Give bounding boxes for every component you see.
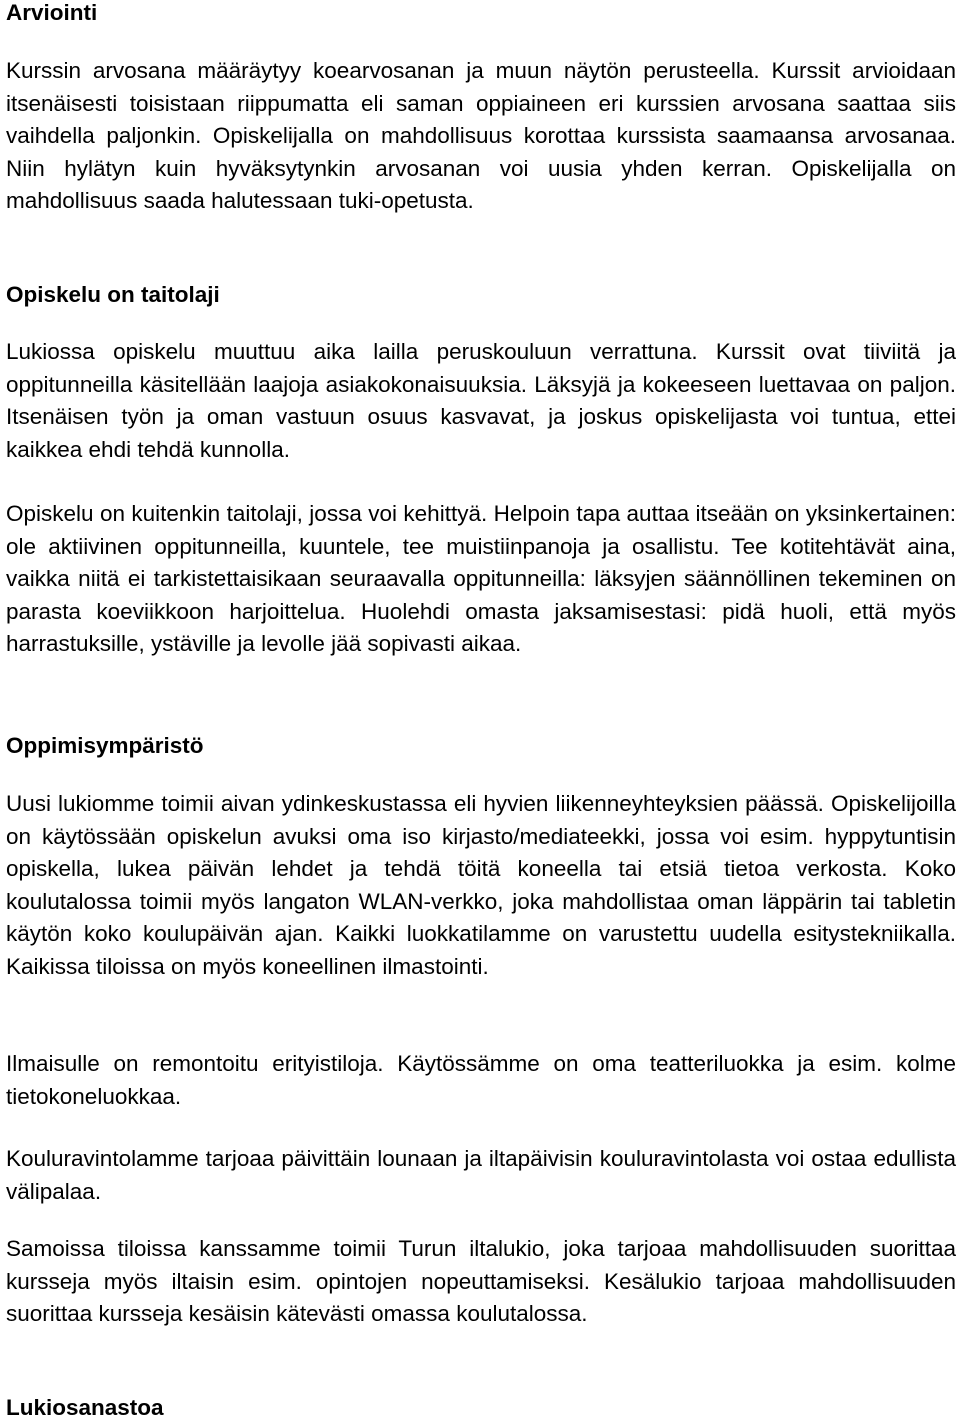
paragraph-oppimisymparisto-4: Samoissa tiloissa kanssamme toimii Turun iltalukio, joka tarjoaa mahdollisuuden suorittaa kursseja myös iltaisin esim. opintojen nopeuttamiseksi. Kesälukio tarjoaa mahdollisuuden suorittaa kursseja kesäisin kätevästi omassa koulutalossa.	[6, 1236, 956, 1326]
paragraph-taitolaji-2: Opiskelu on kuitenkin taitolaji, jossa voi kehittyä. Helpoin tapa auttaa itseään on yksinkertainen: ole aktiivinen oppitunneilla, kuuntele, tee muistiinpanoja ja osallistu. Tee kotitehtävät aina, vaikka niitä ei tarkistettaisikaan seuraavalla oppitunneilla: läksyjen säännöllinen tekeminen on parasta koeviikkoon harjoittelua. Huolehdi omasta jaksamisestasi: pidä huoli, että myös harrastuksille, ystäville ja levolle jää sopivasti aikaa.	[6, 501, 956, 656]
section-heading-oppimisymparisto: Oppimisympäristö	[6, 733, 204, 758]
paragraph-oppimisymparisto-2: Ilmaisulle on remontoitu erityistiloja. Käytössämme on oma teatteriluokka ja esim. kolme tietokoneluokkaa.	[6, 1051, 956, 1109]
section-heading-arviointi: Arviointi	[6, 0, 98, 25]
section-heading-taitolaji: Opiskelu on taitolaji	[6, 282, 220, 307]
paragraph-taitolaji-1: Lukiossa opiskelu muuttuu aika lailla peruskouluun verrattuna. Kurssit ovat tiiviitä ja oppitunneilla käsitellään laajoja asiakokonaisuuksia. Läksyjä ja kokeeseen luettavaa on paljon. Itsenäisen työn ja oman vastuun osuus kasvavat, ja joskus opiskelijasta voi tuntua, ettei kaikkea ehdi tehdä kunnolla.	[6, 339, 956, 462]
paragraph-oppimisymparisto-1: Uusi lukiomme toimii aivan ydinkeskustassa eli hyvien liikenneyhteyksien päässä. Opiskelijoilla on käytössään opiskelun avuksi oma iso kirjasto/mediateekki, jossa voi esim. hyppytuntisin opiskella, lukea päivän lehdet ja tehdä töitä koneella tai etsiä tietoa verkosta. Koko koulutalossa toimii myös langaton WLAN-verkko, joka mahdollistaa oman läppärin tai tabletin käytön koko koulupäivän ajan. Kaikki luokkatilamme on varustettu uudella esitystekniikalla. Kaikissa tiloissa on myös koneellinen ilmastointi.	[6, 791, 956, 979]
paragraph-arviointi: Kurssin arvosana määräytyy koearvosanan ja muun näytön perusteella. Kurssit arvioidaan itsenäisesti toisistaan riippumatta eli saman oppiaineen eri kurssien arvosana saattaa siis vaihdella paljonkin. Opiskelijalla on mahdollisuus korottaa kurssista saamaansa arvosanaa. Niin hylätyn kuin hyväksytynkin arvosanan voi uusia yhden kerran. Opiskelijalla on mahdollisuus saada halutessaan tuki-opetusta.	[6, 58, 956, 213]
section-heading-lukiosanastoa: Lukiosanastoa	[6, 1395, 164, 1420]
paragraph-oppimisymparisto-3: Kouluravintolamme tarjoaa päivittäin lounaan ja iltapäivisin kouluravintolasta voi ostaa edullista välipalaa.	[6, 1146, 956, 1204]
